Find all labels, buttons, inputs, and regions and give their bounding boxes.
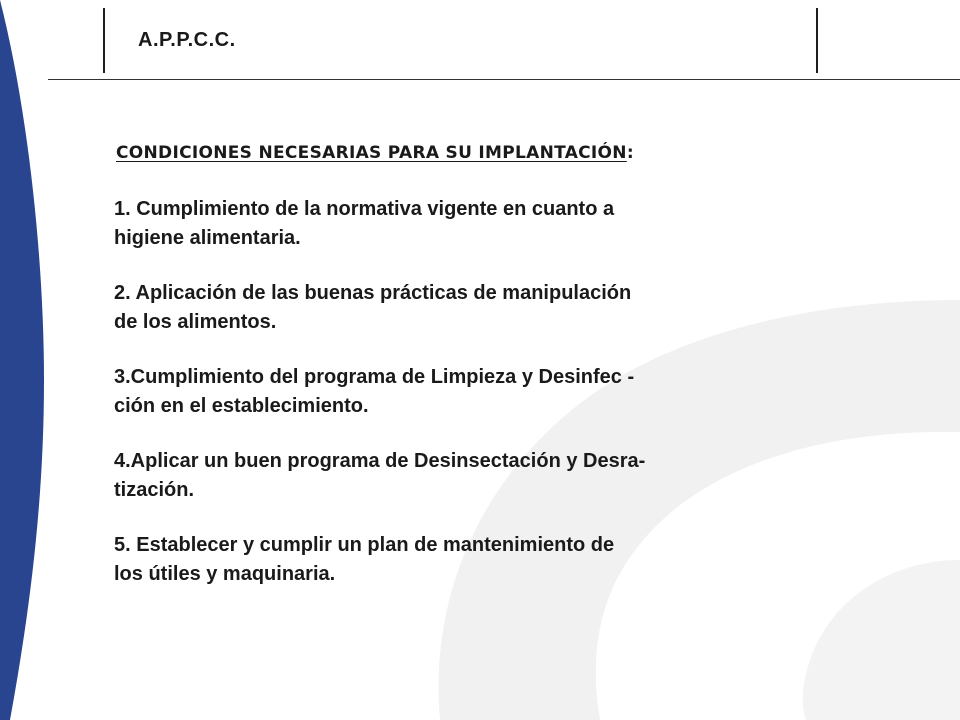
condition-line: los útiles y maquinaria. <box>114 563 336 585</box>
condition-item <box>114 279 774 337</box>
condition-line: 4.Aplicar un buen programa de Desinsectación y Desra- <box>114 450 646 472</box>
condition-item <box>114 363 774 421</box>
blue-curve-band <box>0 0 44 720</box>
condition-line: 1. Cumplimiento de la normativa vigente en cuanto a <box>114 198 615 220</box>
condition-line: higiene alimentaria. <box>114 227 301 249</box>
condition-item <box>114 531 774 589</box>
header-rule <box>48 79 960 80</box>
header-divider-right <box>816 8 818 73</box>
section-heading-text: CONDICIONES NECESARIAS PARA SU IMPLANTACIÓN <box>116 143 627 163</box>
condition-line: de los alimentos. <box>114 311 277 333</box>
conditions-list <box>114 195 774 615</box>
gray-swoosh-small <box>803 560 960 720</box>
condition-line: tización. <box>114 479 195 501</box>
condition-line: 2. Aplicación de las buenas prácticas de manipulación <box>114 282 632 304</box>
condition-item <box>114 447 774 505</box>
condition-line: 5. Establecer y cumplir un plan de mantenimiento de <box>114 534 615 556</box>
section-heading <box>116 143 634 163</box>
condition-item <box>114 195 774 253</box>
header-title: A.P.P.C.C. <box>138 29 236 51</box>
section-heading-colon: : <box>626 143 634 163</box>
header-divider-left <box>103 8 105 73</box>
condition-line: ción en el establecimiento. <box>114 395 369 417</box>
condition-line: 3.Cumplimiento del programa de Limpieza y Desinfec - <box>114 366 635 388</box>
